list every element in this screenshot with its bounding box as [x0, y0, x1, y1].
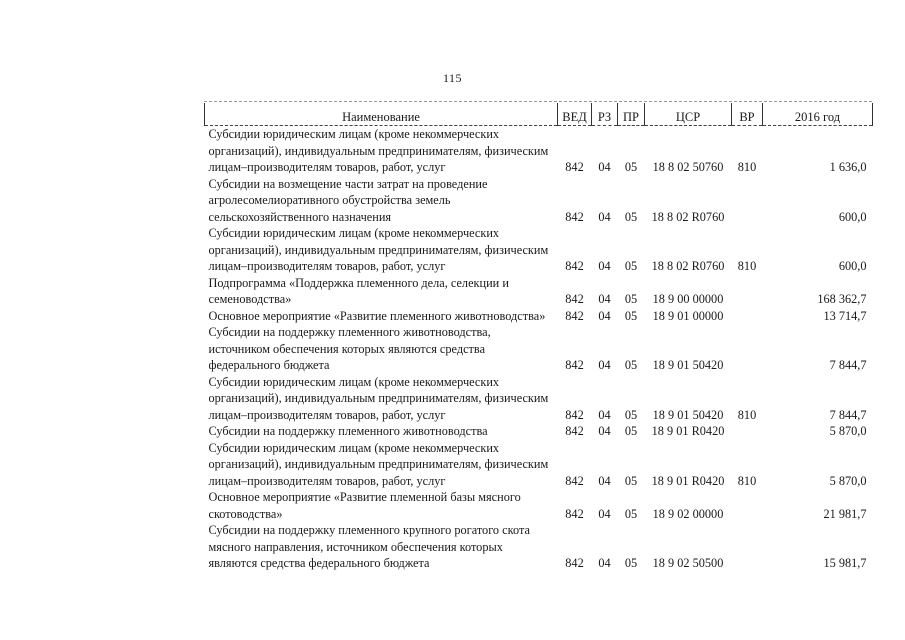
table-row — [205, 489, 873, 522]
cell-ved: 842 — [565, 473, 584, 488]
cell-ved: 842 — [565, 424, 584, 438]
cell-rz: 04 — [598, 209, 611, 224]
cell-value: 15 981,7 — [823, 556, 867, 570]
table-row — [205, 225, 873, 275]
cell-pr: 05 — [624, 506, 638, 521]
cell-pr: 05 — [624, 358, 638, 372]
cell-ved: 842 — [565, 506, 584, 521]
cell-rz: 04 — [598, 292, 611, 306]
cell-name: Субсидии юридическим лицам (кроме некоммерческих организаций), индивидуальным предпринимателям, физическим лицам–производителям товаров, работ, услуг — [208, 127, 549, 174]
cell-ved: 842 — [565, 292, 584, 306]
cell-vr — [732, 324, 763, 374]
cell-value: 1 636,0 — [829, 160, 867, 174]
table-row — [205, 308, 873, 325]
table-row — [205, 275, 873, 308]
cell-pr: 05 — [624, 292, 638, 306]
header-name: Наименование — [205, 103, 558, 126]
cell-rz: 04 — [598, 556, 611, 570]
cell-value: 600,0 — [838, 209, 867, 224]
cell-pr: 05 — [624, 259, 638, 273]
table-row — [205, 440, 873, 490]
cell-rz: 04 — [598, 308, 611, 323]
cell-name: Субсидии юридическим лицам (кроме некоммерческих организаций), индивидуальным предпринимателям, физическим лицам–производителям товаров, работ, услуг — [208, 440, 549, 488]
cell-name: Субсидии юридическим лицам (кроме некоммерческих организаций), индивидуальным предпринимателям, физическим лицам–производителям товаров, работ, услуг — [208, 226, 549, 273]
cell-csr: 18 9 01 R0420 — [651, 473, 725, 488]
cell-ved: 842 — [565, 358, 584, 372]
cell-value: 600,0 — [838, 259, 867, 273]
cell-csr: 18 8 02 50760 — [652, 160, 724, 174]
header-year: 2016 год — [763, 103, 873, 126]
cell-pr: 05 — [624, 160, 638, 174]
cell-ved: 842 — [565, 407, 584, 422]
header-pr: ПР — [618, 103, 645, 126]
table-row — [205, 176, 873, 226]
cell-pr: 05 — [624, 556, 638, 570]
cell-rz: 04 — [598, 407, 611, 422]
cell-name: Субсидии на поддержку племенного животноводства — [208, 424, 488, 438]
cell-vr — [732, 176, 763, 226]
cell-csr: 18 9 02 50500 — [652, 556, 724, 570]
header-ved: ВЕД — [558, 103, 592, 126]
cell-pr: 05 — [624, 209, 638, 224]
cell-csr: 18 8 02 R0760 — [651, 209, 725, 224]
cell-rz: 04 — [598, 160, 611, 174]
cell-value: 21 981,7 — [823, 506, 867, 521]
cell-vr — [732, 275, 763, 308]
cell-csr: 18 9 00 00000 — [652, 292, 724, 306]
table-row — [205, 374, 873, 424]
cell-csr: 18 9 01 50420 — [652, 358, 724, 372]
cell-csr: 18 9 01 50420 — [652, 407, 724, 422]
cell-value: 13 714,7 — [823, 308, 867, 323]
cell-name: Подпрограмма «Поддержка племенного дела, селекции и семеноводства» — [208, 275, 509, 306]
table-row — [205, 522, 873, 572]
cell-vr — [732, 423, 763, 440]
cell-value: 5 870,0 — [829, 473, 867, 488]
cell-ved: 842 — [565, 556, 584, 570]
cell-ved: 842 — [565, 160, 584, 174]
cell-csr: 18 9 02 00000 — [652, 506, 724, 521]
cell-ved: 842 — [565, 308, 584, 323]
table-row — [205, 324, 873, 374]
cell-pr: 05 — [624, 308, 638, 323]
cell-vr — [732, 522, 763, 572]
cell-vr: 810 — [737, 407, 757, 422]
cell-pr: 05 — [624, 473, 638, 488]
cell-name: Субсидии юридическим лицам (кроме некоммерческих организаций), индивидуальным предпринимателям, физическим лицам–производителям товаров, работ, услуг — [208, 374, 549, 422]
header-csr: ЦСР — [645, 103, 732, 126]
cell-csr: 18 9 01 R0420 — [651, 424, 725, 438]
cell-vr: 810 — [737, 160, 757, 174]
table-body — [205, 126, 873, 572]
cell-rz: 04 — [598, 473, 611, 488]
cell-csr: 18 9 01 00000 — [652, 308, 724, 323]
table-row — [205, 423, 873, 440]
cell-name: Субсидии на поддержку племенного животноводства, источником обеспечения которых являются средства федерального бюджета — [208, 325, 491, 372]
page-number: 115 — [442, 71, 463, 85]
cell-value: 7 844,7 — [829, 407, 867, 422]
budget-table — [204, 103, 873, 572]
cell-name: Основное мероприятие «Развитие племенной базы мясного скотоводства» — [208, 490, 521, 521]
cell-name: Основное мероприятие «Развитие племенного животноводства» — [208, 308, 546, 323]
cell-rz: 04 — [598, 259, 611, 273]
table-header-row — [205, 103, 873, 126]
cell-rz: 04 — [598, 424, 611, 438]
budget-table-container — [204, 103, 872, 572]
cell-value: 5 870,0 — [829, 424, 867, 438]
header-top-border — [204, 101, 872, 102]
cell-value: 7 844,7 — [829, 358, 867, 372]
cell-vr: 810 — [737, 259, 757, 273]
header-vr: ВР — [732, 103, 763, 126]
cell-vr — [732, 308, 763, 325]
cell-name: Субсидии на поддержку племенного крупного рогатого скота мясного направления, источником обеспечения которых являются средства федерального бюджета — [208, 523, 530, 570]
cell-vr: 810 — [737, 473, 757, 488]
cell-csr: 18 8 02 R0760 — [651, 259, 725, 273]
cell-rz: 04 — [598, 358, 611, 372]
cell-pr: 05 — [624, 424, 638, 438]
header-rz: РЗ — [592, 103, 618, 126]
cell-ved: 842 — [565, 259, 584, 273]
cell-pr: 05 — [624, 407, 638, 422]
table-row — [205, 126, 873, 176]
cell-value: 168 362,7 — [817, 292, 867, 306]
cell-rz: 04 — [598, 506, 611, 521]
cell-ved: 842 — [565, 209, 584, 224]
cell-vr — [732, 489, 763, 522]
cell-name: Субсидии на возмещение части затрат на проведение агролесомелиоративного обустройства земель сельскохозяйственного назначения — [208, 176, 488, 224]
